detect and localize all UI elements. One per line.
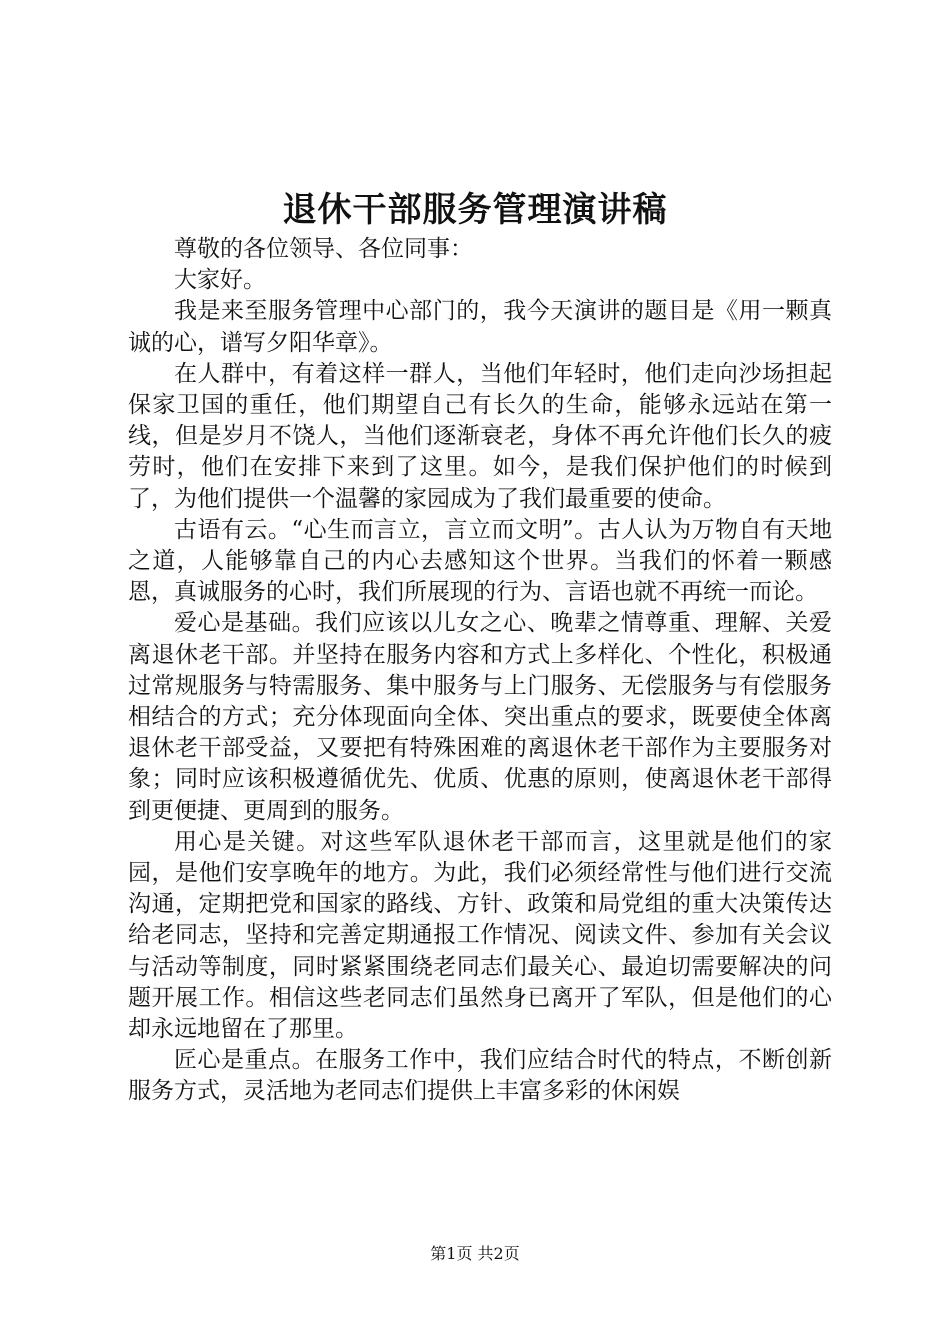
paragraph-craftsmanship-focus: 匠心是重点。在服务工作中，我们应结合时代的特点，不断创新服务方式，灵活地为老同志们提供上丰富多彩的休闲娱 [128,1047,832,1105]
paragraph-introduction: 我是来至服务管理中心部门的，我今天演讲的题目是《用一颗真诚的心，谱写夕阳华章》。 [128,298,832,356]
document-title: 退休干部服务管理演讲稿 [282,190,668,230]
paragraph-care-key: 用心是关键。对这些军队退休老干部而言，这里就是他们的家园，是他们安享晚年的地方。为此，我们必须经常性与他们进行交流沟通，定期把党和国家的路线、方针、政策和局党组的重大决策传达给老同志，坚持和完善定期通报工作情况、阅读文件、参加有关会议与活动等制度，同时紧紧围绕老同志们最关心、最迫切需要解决的问题开展工作。相信这些老同志们虽然身已离开了军队，但是他们的心却永远地留在了那里。 [128,828,832,1043]
paragraph-love-foundation: 爱心是基础。我们应该以儿女之心、晚辈之情尊重、理解、关爱离退休老干部。并坚持在服务内容和方式上多样化、个性化，积极通过常规服务与特需服务、集中服务与上门服务、无偿服务与有偿服务相结合的方式；充分体现面向全体、突出重点的要求，既要使全体离退休老干部受益，又要把有特殊困难的离退休老干部作为主要服务对象；同时应该积极遵循优先、优质、优惠的原则，使离退休老干部得到更便捷、更周到的服务。 [128,610,832,824]
paragraph-background: 在人群中，有着这样一群人，当他们年轻时，他们走向沙场担起保家卫国的重任，他们期望自己有长久的生命，能够永远站在第一线，但是岁月不饶人，当他们逐渐衰老，身体不再允许他们长久的疲劳时，他们在安排下来到了这里。如今，是我们保护他们的时候到了，为他们提供一个温馨的家园成为了我们最重要的使命。 [128,360,832,512]
paragraph-ancient-saying: 古语有云。“心生而言立，言立而文明”。古人认为万物自有天地之道，人能够靠自己的内心去感知这个世界。当我们的怀着一颗感恩，真诚服务的心时，我们所展现的行为、言语也就不再统一而论。 [128,516,832,606]
document-body [128,234,832,1108]
page-footer: 第1页 共2页 [430,1244,520,1263]
paragraph-salutation: 尊敬的各位领导、各位同事： [174,236,473,262]
paragraph-greeting: 大家好。 [174,267,266,294]
